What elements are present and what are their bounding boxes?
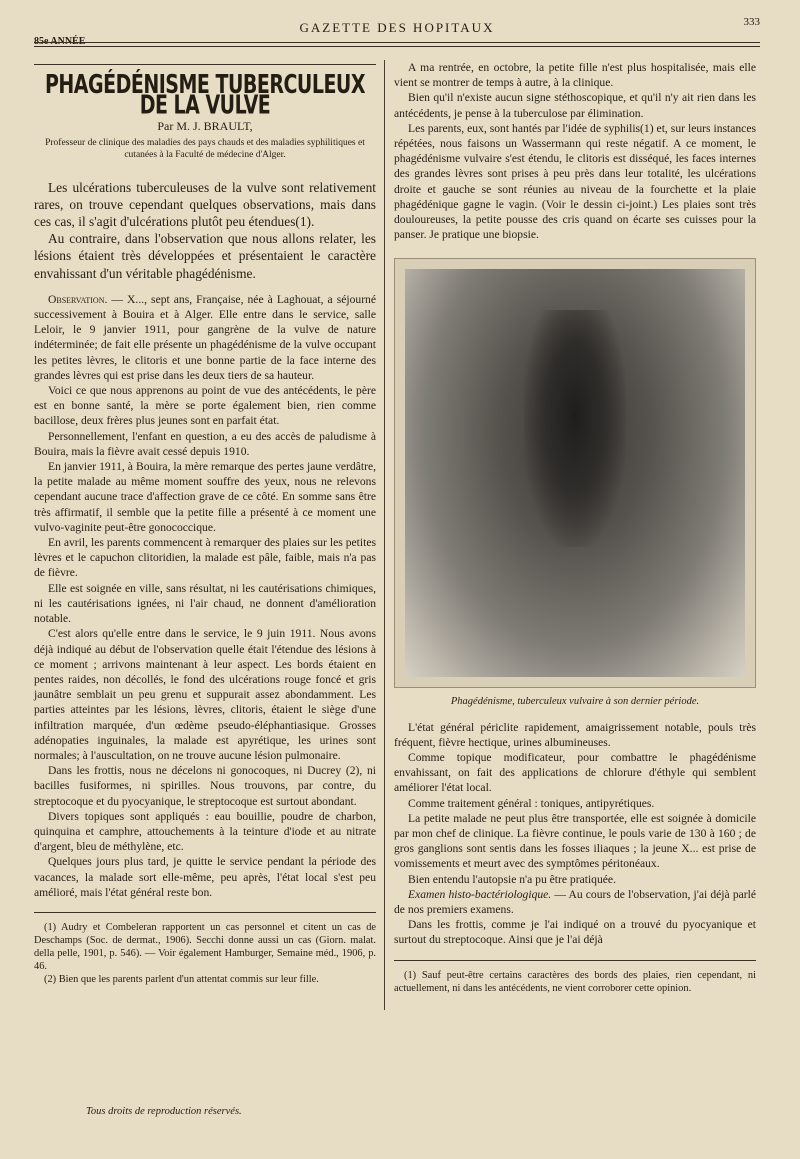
header-rule-double xyxy=(34,46,760,47)
footnote: (1) Audry et Combeleran rapportent un cas personnel et citent un cas de Deschamps (Soc. de dermat., 1906). Secchi donne aussi un cas (Giorn. malat. della pelle, 1901, p. 546). — Voir également Hamburger, Semaine méd., 1906, p. 46. xyxy=(34,921,376,972)
paragraph: A ma rentrée, en octobre, la petite fille n'est plus hospitalisée, mais elle vient se montrer de temps à autre, à la clinique. xyxy=(394,61,756,90)
footnote: (1) Sauf peut-être certains caractères des bords des plaies, rien cependant, ni actuellement, ni dans les antécédents, ne vient corroborer cette opinion. xyxy=(394,969,756,994)
paragraph: Voici ce que nous apprenons au point de vue des antécédents, le père est en bonne santé, la mère se porte également bien, rien comme bacillose, deux frères plus jeunes sont en parfait état. xyxy=(34,384,376,428)
page-header xyxy=(34,14,760,47)
figure-caption: Phagédénisme, tuberculeux vulvaire à son dernier période. xyxy=(450,696,700,708)
year-label: 85e ANNÉE xyxy=(34,36,86,47)
footnote-rule xyxy=(34,912,376,913)
exam-paragraph xyxy=(394,887,756,917)
paragraph: C'est alors qu'elle entre dans le service, le 9 juin 1911. Nous avons déjà indiqué au début de l'observation quelle était l'étendue des lésions à ce moment ; arrivons maintenant à leur aspect. Les bords étaient en pentes raides, non décollés, le fond des ulcérations rouge foncé et gris jaunâtre semblait un peu grenu et suppurait assez abondamment. Les parties atteintes par les lésions, lèvres, clitoris, étaient le siège d'une infiltration marquée, d'un œdème pseudo-éléphantiasique. Grosses adénopaties inguinales, la malade est apyrétique, les urines sont normales; à l'auscultation, on ne trouve aucune lésion pulmonaire. xyxy=(34,627,376,762)
page-number: 333 xyxy=(743,16,760,28)
right-column xyxy=(394,60,756,995)
article-title: PHAGÉDÉNISME TUBERCULEUX DE LA VULVE xyxy=(44,70,366,121)
paragraph: Au contraire, dans l'observation que nous allons relater, les lésions étaient très développées et présentaient le caractère envahissant d'un véritable phagédénisme. xyxy=(34,231,376,281)
paragraph: L'état général périclite rapidement, amaigrissement notable, pouls très fréquent, fièvre hectique, urines albumineuses. xyxy=(394,720,756,749)
column-divider xyxy=(384,60,385,1010)
paragraph: Dans les frottis, nous ne décelons ni gonocoques, ni Ducrey (2), ni bacilles fusiformes, ni spirilles. Nous trouvons, par contre, du streptocoque et du pyocyanique, le streptocoque est surtout abondant. xyxy=(34,764,376,808)
medical-illustration xyxy=(394,258,756,688)
paragraph: Les ulcérations tuberculeuses de la vulve sont relativement rares, on trouve cependant quelques observations, mais dans ces cas, il s'agit d'ulcérations plutôt peu étendues(1). xyxy=(34,179,376,230)
paragraph: Les parents, eux, sont hantés par l'idée de syphilis(1) et, sur leurs instances répétées, nous faisons un Wassermann qui reste négatif. A ce moment, le phagédénisme vulvaire s'est étendu, le clitoris est disséqué, les faces internes des grandes lèvres sont prises à peu près dans leur totalité, les ulcérations droite et gauche se sont réunies au niveau de la fourchette et la plaie phagédénique gagne le vagin. (Voir le dessin ci-joint.) Les plaies sont très douloureuses, la petite pousse des cris quand on écarte ses cuisses pour la panser. Je pratique une biopsie. xyxy=(394,121,756,242)
paragraph: Divers topiques sont appliqués : eau bouillie, poudre de charbon, quinquina et camphre, attouchements à la teinture d'iode et au nitrate d'argent, bleu de méthylène, etc. xyxy=(34,809,376,854)
paragraph: Dans les frottis, comme je l'ai indiqué on a trouvé du pyocyanique et surtout du streptocoque. Ainsi que je l'ai déjà xyxy=(394,918,756,947)
paragraph: Quelques jours plus tard, je quitte le service pendant la période des vacances, la malade sort elle-même, peu après, l'état local s'est peu amélioré, mais l'état général reste bon. xyxy=(34,855,376,899)
paragraph: Personnellement, l'enfant en question, a eu des accès de paludisme à Bouira, mais la fièvre avait cessé depuis 1910. xyxy=(34,429,376,458)
observation-text: — X..., sept ans, Française, née à Laghouat, a séjourné successivement à Bouira et à Alger. Elle entre dans le service, salle Leloir, le 9 janvier 1911, pour gangrène de la vulve de nature indéterminée; de fait elle présente un phagédénisme de la vulve occupant les petites lèvres, le clitoris et une bonne partie de la face interne des grandes lèvres qui est prise dans les deux tiers de sa hauteur. xyxy=(34,292,376,382)
paragraph: En avril, les parents commencent à remarquer des plaies sur les petites lèvres et le capuchon clitoridien, la malade est pâle, faible, mais n'a pas de fièvre. xyxy=(34,536,376,580)
paragraph: Comme traitement général : toniques, antipyrétiques. xyxy=(408,796,655,810)
left-column xyxy=(34,60,376,986)
paragraph: Bien entendu l'autopsie n'a pu être pratiquée. xyxy=(408,872,616,886)
paragraph: En janvier 1911, à Bouira, la mère remarque des pertes jaune verdâtre, la petite malade au même moment souffre des yeux, nous ne relevons cependant aucune trace d'affection grave de ce côté. En somme sans être très affirmatif, il semble que la petite fille a présenté à ce moment une vulvo-vaginite peut-être gonococcique. xyxy=(34,460,376,534)
paragraph: Bien qu'il n'existe aucun signe stéthoscopique, et qu'il n'y ait rien dans les antécédents, je pense à la tuberculose par élimination. xyxy=(394,91,756,120)
footnote: (2) Bien que les parents parlent d'un attentat commis sur leur fille. xyxy=(44,973,319,985)
header-rule xyxy=(34,42,760,43)
paragraph: Comme topique modificateur, pour combattre le phagédénisme envahissant, on fait des applications de chlorure d'éthyle qui semblent améliorer l'état local. xyxy=(394,751,756,795)
article-top-rule xyxy=(34,64,376,65)
exam-text: — Au cours de l'observation, j'ai déjà parlé de nos premiers examens. xyxy=(394,887,756,917)
illustration-photo xyxy=(405,269,745,677)
journal-title: GAZETTE DES HOPITAUX xyxy=(299,20,495,35)
exam-label: Examen histo-bactériologique. xyxy=(408,887,552,901)
article-author: Par M. J. BRAULT, xyxy=(157,119,253,134)
right-footnotes xyxy=(394,969,756,995)
paragraph: Elle est soignée en ville, sans résultat, ni les cautérisations chimiques, ni les cautérisations ignées, ni l'air chaud, ne donnent d'amélioration notable. xyxy=(34,581,376,626)
article-affiliation: Professeur de clinique des maladies des pays chauds et des maladies syphilitiques et cutanées à la Faculté de médecine d'Alger. xyxy=(45,137,365,160)
left-footnotes xyxy=(34,921,376,986)
observation-paragraph xyxy=(34,292,376,383)
observation-label: Observation. xyxy=(48,292,108,306)
lead-section xyxy=(34,179,376,282)
paragraph: La petite malade ne peut plus être transportée, elle est soignée à domicile par mon chef de clinique. La fièvre continue, le pouls varie de 130 à 160 ; de gros ganglions sont sentis dans les fosses iliaques ; la jeune X... est prise de vomissements et meurt avec des symptômes péritonéaux. xyxy=(394,811,756,871)
rights-notice: Tous droits de reproduction réservés. xyxy=(86,1106,242,1117)
footnote-rule xyxy=(394,960,756,961)
